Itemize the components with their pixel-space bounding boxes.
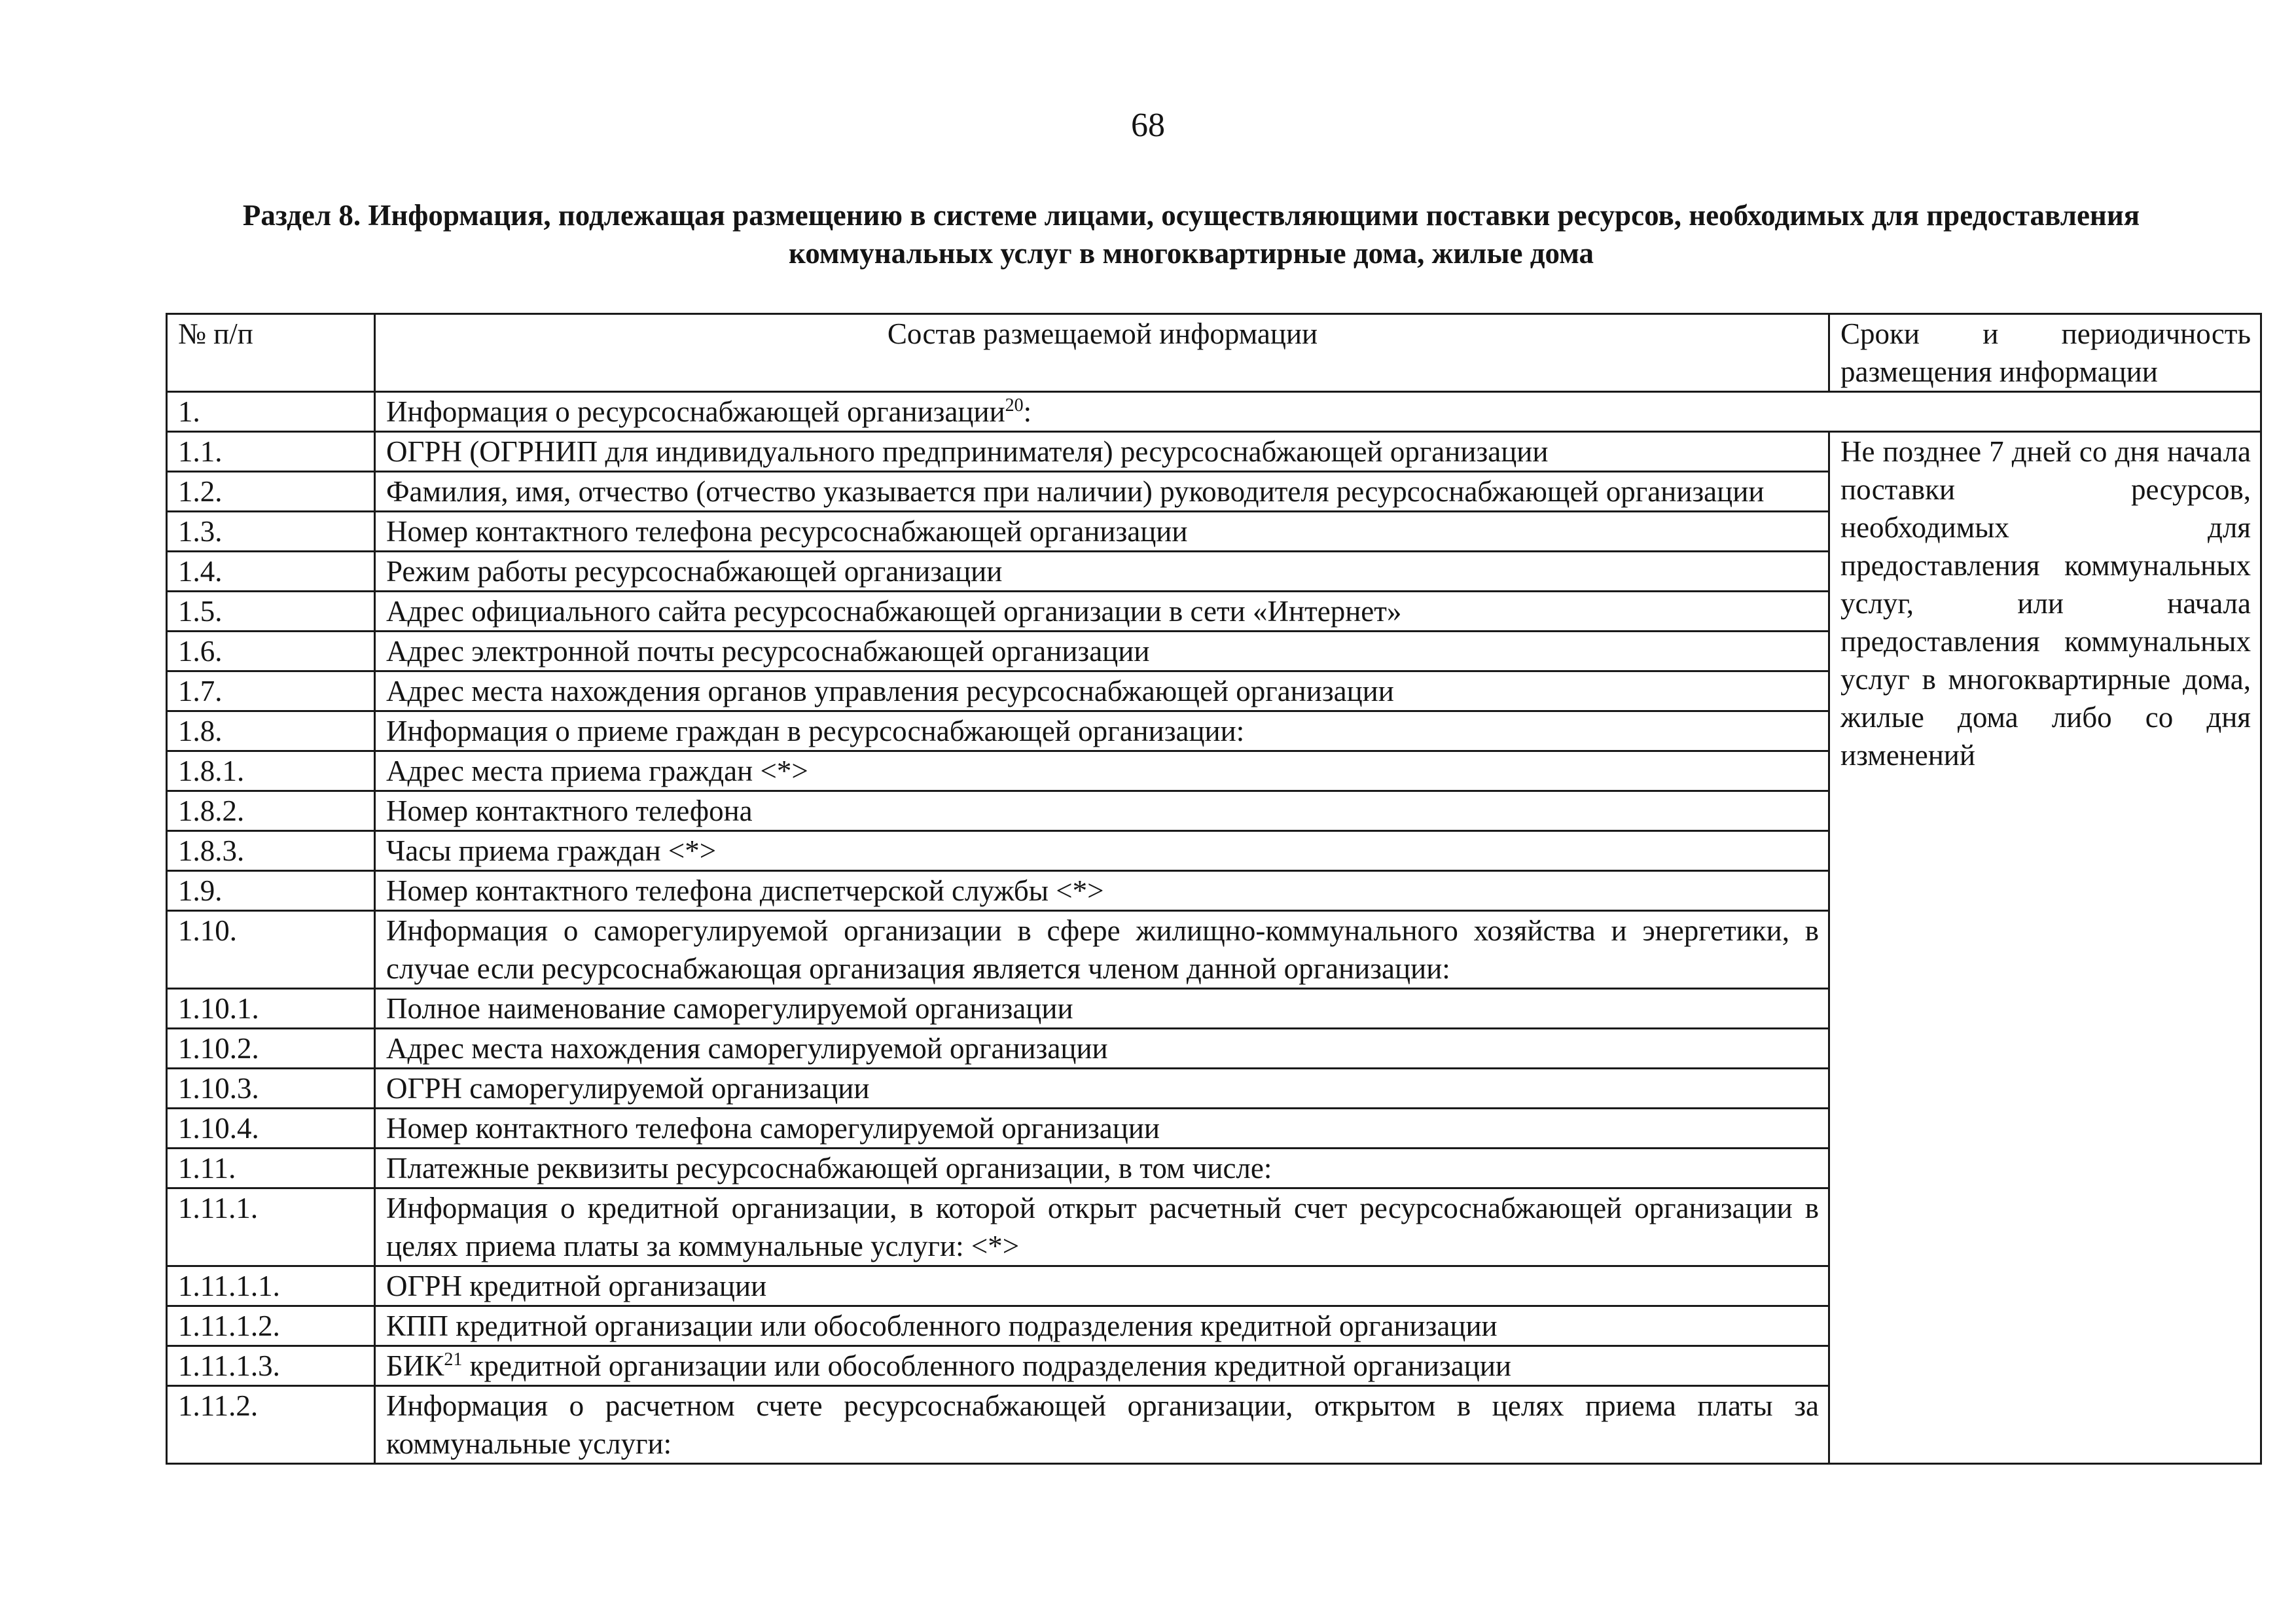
- row-text: Адрес места нахождения органов управления ресурсоснабжающей организации: [375, 671, 1829, 711]
- footnote-ref: 20: [1005, 395, 1024, 416]
- row-text: ОГРН саморегулируемой организации: [375, 1069, 1829, 1109]
- row-num: 1.2.: [167, 472, 375, 512]
- header-terms-text: Сроки и периодичность размещения информации: [1840, 317, 2251, 388]
- table-row: [167, 432, 2261, 472]
- row-num: 1.6.: [167, 632, 375, 671]
- row-text: Адрес электронной почты ресурсоснабжающей организации: [375, 632, 1829, 671]
- row-num: 1.3.: [167, 512, 375, 552]
- row-num: 1.8.3.: [167, 831, 375, 871]
- terms-cell: [1829, 432, 2261, 1464]
- row-num: 1.10.4.: [167, 1109, 375, 1149]
- table-row: [167, 392, 2261, 432]
- row-num: 1.10.2.: [167, 1029, 375, 1069]
- row-num: 1.4.: [167, 552, 375, 592]
- row-text: Номер контактного телефона: [375, 791, 1829, 831]
- row-text: Платежные реквизиты ресурсоснабжающей организации, в том числе:: [375, 1149, 1829, 1188]
- row-num: 1.11.1.2.: [167, 1306, 375, 1346]
- section-heading: Раздел 8. Информация, подлежащая размещению в системе лицами, осуществляющими поставки ресурсов, необходимых для предоставления коммунальных услуг в многоквартирные дома, жилые дома: [242, 199, 2140, 270]
- row-num: 1.: [167, 392, 375, 432]
- row-text: [375, 392, 2261, 432]
- row-text: [375, 1346, 1829, 1386]
- row-num: 1.9.: [167, 871, 375, 911]
- row-text: Фамилия, имя, отчество (отчество указывается при наличии) руководителя ресурсоснабжающей организации: [375, 472, 1829, 512]
- info-table: [166, 313, 2262, 1465]
- row-text: Информация о кредитной организации, в которой открыт расчетный счет ресурсоснабжающей организации в целях приема платы за коммунальные услуги: <*>: [375, 1188, 1829, 1266]
- row-num: 1.11.: [167, 1149, 375, 1188]
- table-header-row: [167, 314, 2261, 392]
- row-text: Часы приема граждан <*>: [375, 831, 1829, 871]
- row-text: Информация о расчетном счете ресурсоснабжающей организации, открытом в целях приема платы за коммунальные услуги:: [375, 1386, 1829, 1464]
- row-text: Адрес официального сайта ресурсоснабжающей организации в сети «Интернет»: [375, 592, 1829, 632]
- row-text: Информация о приеме граждан в ресурсоснабжающей организации:: [375, 711, 1829, 751]
- row-num: 1.11.1.1.: [167, 1266, 375, 1306]
- row-text-prefix: БИК: [386, 1349, 444, 1382]
- header-terms: [1829, 314, 2261, 392]
- footnote-ref: 21: [444, 1349, 463, 1370]
- row-num: 1.8.: [167, 711, 375, 751]
- row-num: 1.10.1.: [167, 989, 375, 1029]
- row-text: Адрес места приема граждан <*>: [375, 751, 1829, 791]
- row-num: 1.8.1.: [167, 751, 375, 791]
- row-num: 1.10.: [167, 911, 375, 989]
- row-num: 1.10.3.: [167, 1069, 375, 1109]
- row-num: 1.1.: [167, 432, 375, 472]
- row-text: КПП кредитной организации или обособленного подразделения кредитной организации: [375, 1306, 1829, 1346]
- row-num: 1.11.1.: [167, 1188, 375, 1266]
- row-num: 1.7.: [167, 671, 375, 711]
- row-num: 1.11.2.: [167, 1386, 375, 1464]
- row-text: ОГРН кредитной организации: [375, 1266, 1829, 1306]
- page-number: 68: [1131, 107, 1165, 144]
- row-text: Номер контактного телефона саморегулируемой организации: [375, 1109, 1829, 1149]
- row-text: Информация о саморегулируемой организации в сфере жилищно-коммунального хозяйства и энергетики, в случае если ресурсоснабжающая организация является членом данной организации:: [375, 911, 1829, 989]
- row-text: Режим работы ресурсоснабжающей организации: [375, 552, 1829, 592]
- row-num: 1.8.2.: [167, 791, 375, 831]
- row-text: Адрес места нахождения саморегулируемой организации: [375, 1029, 1829, 1069]
- row-text: Номер контактного телефона ресурсоснабжающей организации: [375, 512, 1829, 552]
- row-num: 1.11.1.3.: [167, 1346, 375, 1386]
- row-text: Номер контактного телефона диспетчерской службы <*>: [375, 871, 1829, 911]
- row-text: ОГРН (ОГРНИП для индивидуального предпринимателя) ресурсоснабжающей организации: [375, 432, 1829, 472]
- row-num: 1.5.: [167, 592, 375, 632]
- row-text-main: кредитной организации или обособленного подразделения кредитной организации: [462, 1349, 1511, 1382]
- terms-text: Не позднее 7 дней со дня начала поставки ресурсов, необходимых для предоставления коммунальных услуг, или начала предоставления коммунальных услуг в многоквартирные дома, жилые дома либо со дня изменений: [1840, 435, 2251, 772]
- row-text-suffix: :: [1023, 395, 1032, 428]
- header-content: Состав размещаемой информации: [375, 314, 1829, 392]
- header-num: № п/п: [167, 314, 375, 392]
- row-text: Полное наименование саморегулируемой организации: [375, 989, 1829, 1029]
- row-text-main: Информация о ресурсоснабжающей организации: [386, 395, 1005, 428]
